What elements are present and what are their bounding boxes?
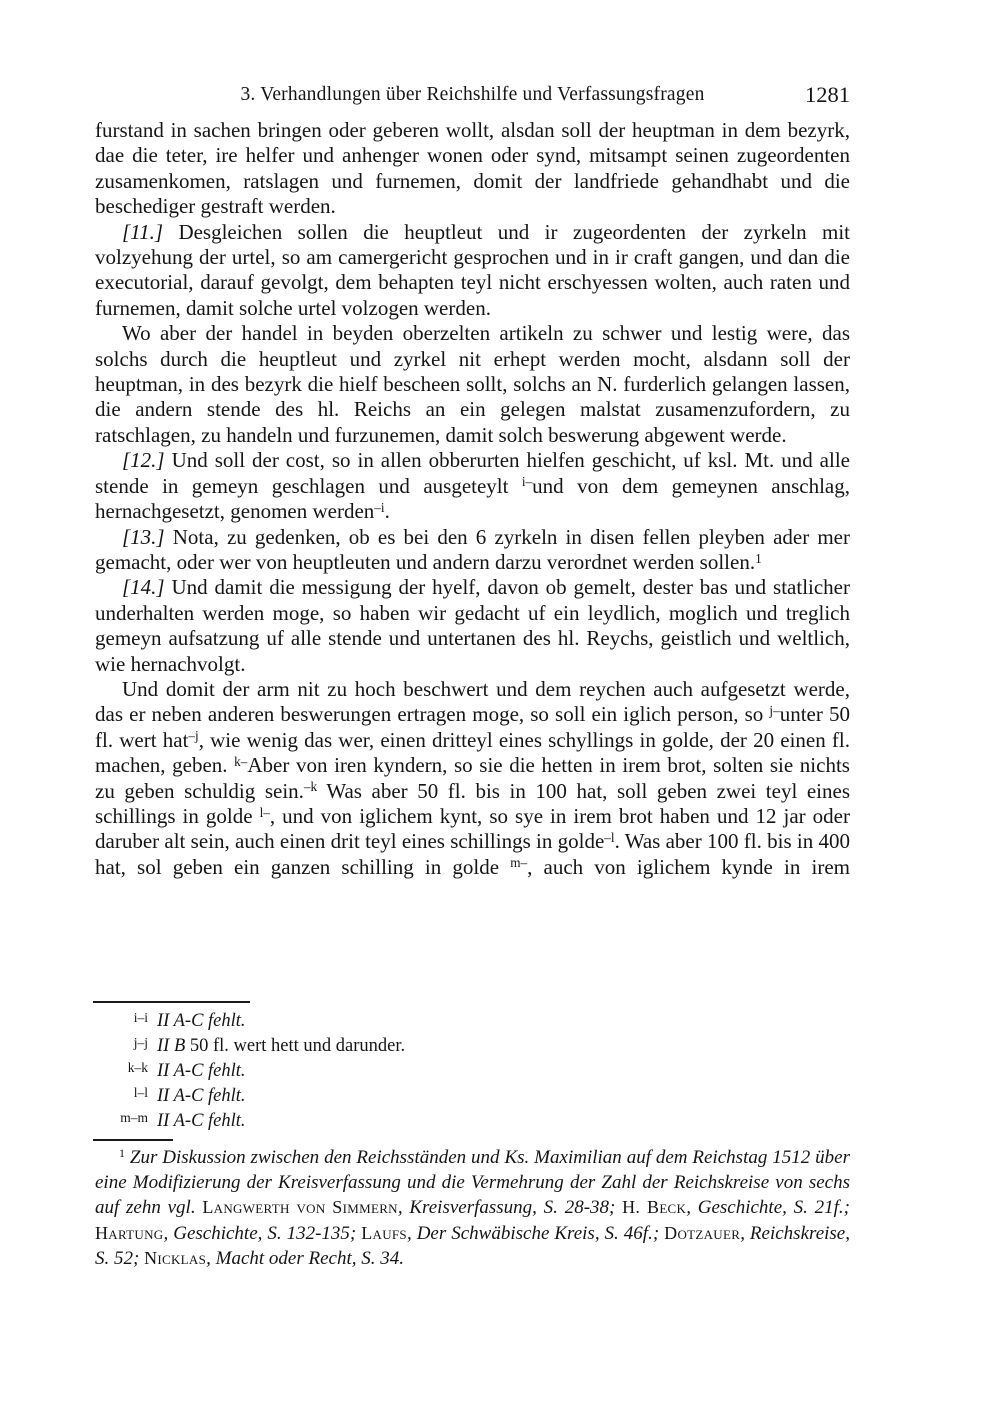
apparatus-separator-rule (93, 1001, 250, 1003)
paragraph-continuation: furstand in sachen bringen oder geberen wollt, alsdan soll der heuptman in dem bezyrk, dae die teter, ire helfer und anhenger wonen oder synd, mitsampt seinen zugeordenten zusamenkomen, ratslagen und furnemen, domit der landfriede gehandhabt und die beschediger gestraft werden. (95, 118, 850, 219)
apparatus-notes (95, 1009, 850, 1134)
apparatus-note-text: II A-C fehlt. (157, 1111, 246, 1131)
footnote-separator-rule (93, 1139, 173, 1141)
paragraph-wo-aber: Wo aber der handel in beyden oberzelten artikeln zu schwer und lestig were, das solchs durch die heuptleut und zyrkel nit erhept werden mocht, alsdann soll der heuptman, in des bezyrk die hielf bescheen sollt, solchs an N. furderlich gelangen lassen, die andern stende des hl. Reichs an ein gelegen malstat zusamenzufordern, zu ratschlagen, zu handeln und furzunemen, damit solch beswerung abgewent werde. (95, 321, 850, 447)
apparatus-note-text: II A-C fehlt. (157, 1011, 246, 1031)
running-head: 3. Verhandlungen über Reichshilfe und Verfassungsfragen (240, 84, 705, 105)
paragraph-article-13: [13.] Nota, zu gedenken, ob es bei den 6 zyrkeln in disen fellen pleyben ader mer gemacht, oder wer von heuptleuten und andern darzu verordnet werden sollen.$^1$ (95, 524, 850, 574)
page-number: 1281 (805, 82, 850, 107)
apparatus-note (95, 1034, 850, 1059)
apparatus-note-label: l–l (133, 1085, 148, 1100)
apparatus-note (95, 1059, 850, 1084)
apparatus-note-label: m–m (120, 1110, 148, 1125)
paragraph-und-domit: Und domit der arm nit zu hoch beschwert und dem reychen auch aufgesetzt werde, das er neben anderen beswerungen ertragen moge, so soll ein iglich person, so $^{j-}$unter 50 fl. wert hat$^{-j}$, wie wenig das wer, einen dritteyl eines schyllings in golde, der 20 einen fl. machen, geben. $^{k-}$Aber von iren kyndern, so sie die hetten in irem brot, solten sie nichts zu geben schuldig sein.$^{-k}$ Was aber 50 fl. bis in 100 hat, soll geben zwei teyl eines schillings in golde $^{l-}$, und von iglichem kynt, so sye in irem brot haben und 12 jar oder daruber alt sein, auch einen drit teyl eines schillings in golde$^{-l}$. Was aber 100 fl. bis in 400 hat, sol geben ein ganzen schilling in golde $^{m-}$, auch von iglichem kynde in irem (95, 676, 851, 879)
apparatus-note-label: j–j (133, 1035, 148, 1050)
apparatus-note-text: II A-C fehlt. (157, 1086, 246, 1106)
page-header (95, 82, 850, 110)
main-text (95, 118, 850, 880)
apparatus-note-label: k–k (127, 1060, 148, 1075)
apparatus-note-text: II B 50 fl. wert hett und darunder. (157, 1036, 406, 1056)
paragraph-article-12: [12.] Und soll der cost, so in allen obberurten hielfen geschicht, uf ksl. Mt. und alle stende in gemeyn geschlagen und ausgeteylt $^{i-}$und von dem gemeynen anschlag, hernachgesetzt, genomen werden$^{-i}$. (95, 448, 850, 524)
paragraph-article-11: [11.] Desgleichen sollen die heuptleut und ir zugeordenten der zyrkeln mit volzyehung der urtel, so am camergericht gesprochen und in ir craft gangen, und dan die executorial, darauf gevolgt, dem behapten teyl nicht erschyessen wolten, auch raten und furnemen, damit solche urtel volzogen werden. (95, 219, 850, 320)
apparatus-note-text: II A-C fehlt. (157, 1061, 246, 1081)
footnote-1: $^1$ Zur Diskussion zwischen den Reichsständen und Ks. Maximilian auf dem Reichstag 1512 über eine Modifizierung der Kreisverfassung und die Vermehrung der Zahl der Reichskreise von sechs auf zehn vgl. Langwerth von Simmern, Kreisverfassung, S. 28-38; H. Beck, Geschichte, S. 21f.; Hartung, Geschichte, S. 132-135; Laufs, Der Schwäbische Kreis, S. 46f.; Dotzauer, Reichskreise, S. 52; Nicklas, Macht oder Recht, S. 34. (95, 1146, 851, 1269)
apparatus-note (95, 1009, 850, 1034)
apparatus-note-label: i–i (133, 1010, 148, 1025)
paragraph-article-14: [14.] Und damit die messigung der hyelf, davon ob gemelt, dester bas und statlicher underhalten werden moge, so haben wir gedacht uf ein leydlich, moglich und treglich gemeyn aufsatzung uf alle stende und untertanen des hl. Reychs, geistlich und weltlich, wie hernachvolgt. (95, 575, 850, 676)
apparatus-note (95, 1084, 850, 1109)
apparatus-note (95, 1109, 850, 1134)
